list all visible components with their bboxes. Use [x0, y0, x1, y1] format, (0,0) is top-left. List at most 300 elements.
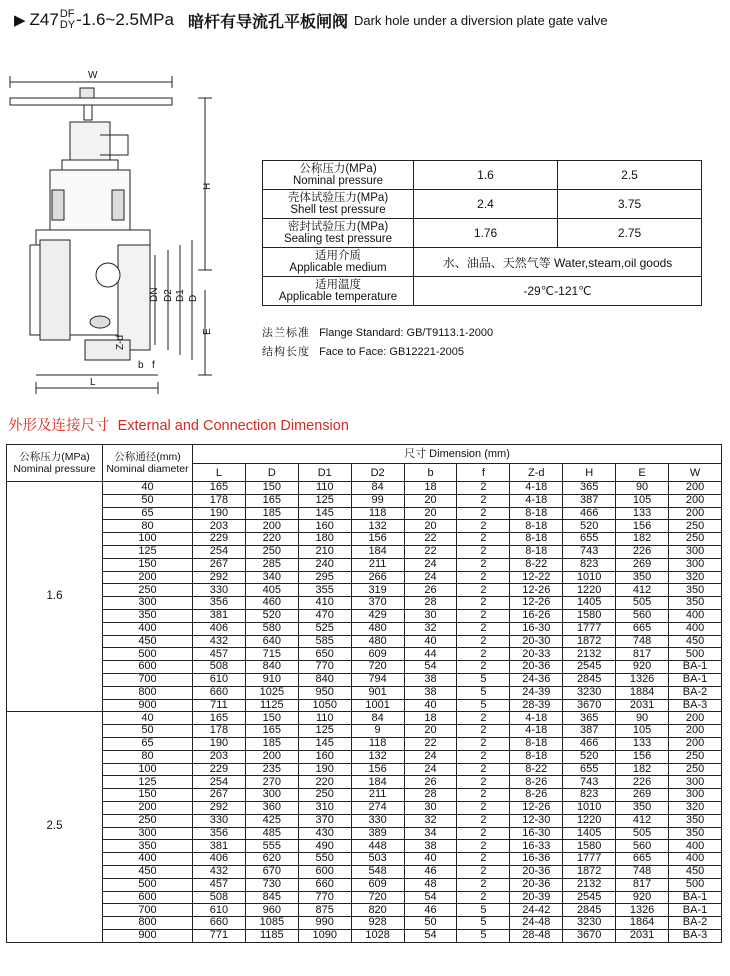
dimension-cell: 845 — [245, 891, 298, 904]
dimension-cell: 480 — [351, 622, 404, 635]
dimension-cell: 190 — [298, 763, 351, 776]
dimension-cell: 730 — [245, 878, 298, 891]
dimension-cell: 285 — [245, 558, 298, 571]
nominal-diameter-cell: 600 — [103, 891, 193, 904]
nominal-diameter-cell: 350 — [103, 840, 193, 853]
dimension-cell: 330 — [351, 814, 404, 827]
header-nominal-pressure: 公称压力(MPa) Nominal pressure — [7, 445, 103, 482]
dimension-cell: 1085 — [245, 917, 298, 930]
dimension-cell: 150 — [245, 482, 298, 495]
dimension-cell: 2 — [457, 737, 510, 750]
dimension-cell: 425 — [245, 814, 298, 827]
dimension-cell: 24 — [404, 763, 457, 776]
dimension-cell: 350 — [616, 801, 669, 814]
dimension-cell: 182 — [616, 533, 669, 546]
dimension-cell: 505 — [616, 597, 669, 610]
table-row — [7, 763, 722, 776]
table-row — [7, 929, 722, 942]
dimension-cell: 405 — [245, 584, 298, 597]
dimension-cell: 295 — [298, 571, 351, 584]
dimension-cell: 133 — [616, 737, 669, 750]
dimension-cell: 226 — [616, 545, 669, 558]
dimension-cell: 145 — [298, 737, 351, 750]
nominal-diameter-cell: 300 — [103, 827, 193, 840]
dimension-cell: 20-36 — [510, 661, 563, 674]
dimension-cell: 650 — [298, 648, 351, 661]
dimension-cell: 875 — [298, 904, 351, 917]
nominal-diameter-cell: 400 — [103, 853, 193, 866]
dimension-cell: 24-39 — [510, 686, 563, 699]
dimension-cell: 8-26 — [510, 789, 563, 802]
nominal-diameter-cell: 700 — [103, 904, 193, 917]
dimension-cell: 50 — [404, 917, 457, 930]
table-row — [7, 891, 722, 904]
dimension-cell: 2 — [457, 827, 510, 840]
dimension-cell: 40 — [404, 853, 457, 866]
dimension-cell: 450 — [669, 635, 722, 648]
dimension-cell: 300 — [669, 558, 722, 571]
label-H: H — [202, 182, 213, 190]
dimension-cell: 24 — [404, 571, 457, 584]
dimension-cell: 105 — [616, 494, 669, 507]
dimension-cell: 770 — [298, 661, 351, 674]
spec-row: 公称压力(MPa) Nominal pressure 1.6 2.5 — [263, 161, 702, 190]
dimension-cell: 2 — [457, 635, 510, 648]
model-code: Z47 DF DY -1.6~2.5MPa — [29, 8, 174, 31]
dimension-cell: 520 — [563, 750, 616, 763]
dimension-cell: 711 — [193, 699, 246, 712]
dimension-cell: 720 — [351, 891, 404, 904]
dimension-cell: 9 — [351, 725, 404, 738]
dimension-cell: 28-48 — [510, 929, 563, 942]
triangle-marker-icon: ▶ — [14, 12, 26, 29]
nominal-diameter-cell: 150 — [103, 789, 193, 802]
nominal-diameter-cell: 800 — [103, 686, 193, 699]
nominal-diameter-cell: 125 — [103, 545, 193, 558]
dimension-cell: 3670 — [563, 699, 616, 712]
dimension-cell: 794 — [351, 673, 404, 686]
dimension-table — [6, 444, 722, 943]
dimension-cell: 240 — [298, 558, 351, 571]
dimension-cell: 406 — [193, 622, 246, 635]
dimension-cell: 432 — [193, 865, 246, 878]
flange-standard: 法兰标准 Flange Standard: GB/T9113.1-2000 — [262, 327, 494, 339]
dimension-cell: 160 — [298, 520, 351, 533]
dimension-cell: 381 — [193, 840, 246, 853]
dimension-cell: 600 — [298, 865, 351, 878]
dimension-cell: 34 — [404, 827, 457, 840]
table-row — [7, 840, 722, 853]
dimension-cell: 500 — [669, 648, 722, 661]
dimension-cell: 2 — [457, 661, 510, 674]
dimension-cell: 46 — [404, 904, 457, 917]
dimension-cell: 16-33 — [510, 840, 563, 853]
dimension-cell: 5 — [457, 929, 510, 942]
dimension-cell: 610 — [193, 904, 246, 917]
nominal-diameter-cell: 700 — [103, 673, 193, 686]
dimension-cell: 26 — [404, 584, 457, 597]
nominal-diameter-cell: 250 — [103, 584, 193, 597]
dimension-cell: 105 — [616, 725, 669, 738]
dimension-cell: 960 — [245, 904, 298, 917]
dimension-cell: 267 — [193, 558, 246, 571]
dimension-cell: 5 — [457, 686, 510, 699]
dimension-cell: 220 — [245, 533, 298, 546]
dimension-cell: 448 — [351, 840, 404, 853]
label-Zd: Z-d — [115, 335, 126, 350]
nominal-diameter-cell: 200 — [103, 571, 193, 584]
dimension-cell: 2 — [457, 533, 510, 546]
dimension-cell: 320 — [669, 801, 722, 814]
dimension-cell: 2545 — [563, 661, 616, 674]
dimension-cell: 1326 — [616, 673, 669, 686]
dimension-cell: 429 — [351, 609, 404, 622]
nominal-diameter-cell: 600 — [103, 661, 193, 674]
dimension-cell: 748 — [616, 865, 669, 878]
dimension-cell: 505 — [616, 827, 669, 840]
dimension-cell: 84 — [351, 482, 404, 495]
dimension-cell: 670 — [245, 865, 298, 878]
dimension-cell: 16-36 — [510, 853, 563, 866]
dimension-cell: 2 — [457, 712, 510, 725]
dimension-cell: 2 — [457, 789, 510, 802]
dimension-cell: 503 — [351, 853, 404, 866]
dimension-cell: 560 — [616, 840, 669, 853]
dimension-cell: 8-18 — [510, 507, 563, 520]
dimension-cell: 20-36 — [510, 865, 563, 878]
label-D1: D1 — [175, 289, 186, 302]
dimension-cell: 823 — [563, 558, 616, 571]
product-name-en: Dark hole under a diversion plate gate valve — [353, 12, 608, 28]
dimension-cell: 20-36 — [510, 878, 563, 891]
dimension-cell: 30 — [404, 609, 457, 622]
dimension-cell: 2 — [457, 520, 510, 533]
dimension-cell: 609 — [351, 648, 404, 661]
dimension-cell: 480 — [351, 635, 404, 648]
spec-row: 适用介质 Applicable medium 水、油品、天然气等 Water,steam,oil goods — [263, 248, 702, 277]
dimension-cell: 90 — [616, 712, 669, 725]
spec-row: 适用温度 Applicable temperature -29℃-121℃ — [263, 277, 702, 306]
table-row — [7, 737, 722, 750]
dimension-cell: 8-22 — [510, 558, 563, 571]
table-row — [7, 789, 722, 802]
dimension-cell: 457 — [193, 648, 246, 661]
dimension-cell: 1050 — [298, 699, 351, 712]
dimension-cell: 2 — [457, 814, 510, 827]
dimension-cell: 250 — [245, 545, 298, 558]
dimension-cell: 24 — [404, 558, 457, 571]
dimension-cell: 300 — [669, 545, 722, 558]
dimension-cell: 90 — [616, 482, 669, 495]
dimension-cell: BA-1 — [669, 891, 722, 904]
dimension-cell: 330 — [193, 584, 246, 597]
dimension-cell: 4-18 — [510, 712, 563, 725]
dimension-cell: BA-1 — [669, 904, 722, 917]
dimension-cell: 360 — [245, 801, 298, 814]
column-header: D1 — [298, 464, 351, 482]
dimension-cell: 330 — [193, 814, 246, 827]
dimension-cell: 156 — [616, 750, 669, 763]
nominal-diameter-cell: 300 — [103, 597, 193, 610]
table-row — [7, 635, 722, 648]
dimension-cell: 292 — [193, 801, 246, 814]
spec-row: 密封试验压力(MPa) Sealing test pressure 1.76 2.75 — [263, 219, 702, 248]
dimension-cell: 1580 — [563, 609, 616, 622]
dimension-cell: 525 — [298, 622, 351, 635]
dimension-cell: 1025 — [245, 686, 298, 699]
dimension-cell: 12-22 — [510, 571, 563, 584]
dimension-cell: 2031 — [616, 699, 669, 712]
dimension-cell: 580 — [245, 622, 298, 635]
dimension-cell: 185 — [245, 507, 298, 520]
dimension-cell: 200 — [669, 507, 722, 520]
dimension-cell: 270 — [245, 776, 298, 789]
dimension-cell: 16-30 — [510, 622, 563, 635]
dimension-cell: 190 — [193, 737, 246, 750]
dimension-cell: 5 — [457, 917, 510, 930]
dimension-cell: 660 — [298, 878, 351, 891]
nominal-diameter-cell: 150 — [103, 558, 193, 571]
dimension-cell: 743 — [563, 776, 616, 789]
dimension-cell: 460 — [245, 597, 298, 610]
dimension-cell: 250 — [669, 750, 722, 763]
column-header: b — [404, 464, 457, 482]
pressure-cell: 1.6 — [7, 482, 103, 712]
dimension-cell: 28 — [404, 789, 457, 802]
dimension-cell: 20 — [404, 507, 457, 520]
dimension-cell: 250 — [298, 789, 351, 802]
dimension-cell: 609 — [351, 878, 404, 891]
dimension-cell: 620 — [245, 853, 298, 866]
dimension-cell: 156 — [351, 763, 404, 776]
nominal-diameter-cell: 80 — [103, 520, 193, 533]
dimension-cell: 770 — [298, 891, 351, 904]
dimension-cell: 54 — [404, 929, 457, 942]
dimension-cell: 4-18 — [510, 482, 563, 495]
dimension-cell: 310 — [298, 801, 351, 814]
nominal-diameter-cell: 50 — [103, 725, 193, 738]
dimension-cell: 555 — [245, 840, 298, 853]
dimension-cell: 950 — [298, 686, 351, 699]
dimension-cell: 2 — [457, 891, 510, 904]
dimension-cell: BA-1 — [669, 673, 722, 686]
product-name-cn: 暗杆有导流孔平板闸阀 — [187, 13, 348, 31]
dimension-cell: 160 — [298, 750, 351, 763]
nominal-diameter-cell: 900 — [103, 929, 193, 942]
dimension-cell: 1001 — [351, 699, 404, 712]
dimension-cell: 2 — [457, 878, 510, 891]
dimension-cell: 8-22 — [510, 763, 563, 776]
dimension-cell: 250 — [669, 533, 722, 546]
dimension-cell: 365 — [563, 712, 616, 725]
dimension-cell: 412 — [616, 584, 669, 597]
dimension-cell: 370 — [298, 814, 351, 827]
label-W: W — [88, 70, 98, 81]
dimension-cell: 22 — [404, 737, 457, 750]
dimension-cell: 400 — [669, 609, 722, 622]
dimension-cell: 3670 — [563, 929, 616, 942]
label-E: E — [202, 328, 213, 335]
label-L: L — [90, 377, 96, 388]
nominal-diameter-cell: 80 — [103, 750, 193, 763]
dimension-cell: 1220 — [563, 584, 616, 597]
dimension-cell: 165 — [193, 482, 246, 495]
dimension-cell: 8-18 — [510, 520, 563, 533]
dimension-cell: 226 — [616, 776, 669, 789]
dimension-cell: 12-30 — [510, 814, 563, 827]
dimension-cell: 2031 — [616, 929, 669, 942]
dimension-cell: 2 — [457, 840, 510, 853]
dimension-cell: 1872 — [563, 635, 616, 648]
dimension-cell: 20 — [404, 725, 457, 738]
dimension-cell: 640 — [245, 635, 298, 648]
dimension-cell: 26 — [404, 776, 457, 789]
dimension-cell: 655 — [563, 533, 616, 546]
table-row — [7, 622, 722, 635]
dimension-cell: 190 — [193, 507, 246, 520]
dimension-cell: 1580 — [563, 840, 616, 853]
dimension-cell: 2 — [457, 853, 510, 866]
dimension-cell: 156 — [616, 520, 669, 533]
nominal-diameter-cell: 40 — [103, 482, 193, 495]
dimension-cell: 2 — [457, 482, 510, 495]
dimension-cell: 1777 — [563, 853, 616, 866]
dimension-cell: 901 — [351, 686, 404, 699]
dimension-cell: 823 — [563, 789, 616, 802]
dimension-cell: 235 — [245, 763, 298, 776]
dimension-cell: 30 — [404, 801, 457, 814]
dimension-cell: 24 — [404, 750, 457, 763]
dimension-cell: 381 — [193, 609, 246, 622]
dimension-cell: 54 — [404, 891, 457, 904]
nominal-diameter-cell: 900 — [103, 699, 193, 712]
table-row — [7, 853, 722, 866]
dimension-cell: 150 — [245, 712, 298, 725]
dimension-cell: 548 — [351, 865, 404, 878]
dimension-cell: 229 — [193, 763, 246, 776]
dimension-cell: 250 — [669, 520, 722, 533]
dimension-cell: 2 — [457, 776, 510, 789]
dimension-cell: 211 — [351, 789, 404, 802]
dimension-cell: 412 — [616, 814, 669, 827]
dimension-cell: 22 — [404, 545, 457, 558]
dimension-cell: 12-26 — [510, 801, 563, 814]
dimension-cell: 300 — [669, 776, 722, 789]
dimension-cell: 356 — [193, 597, 246, 610]
table-row — [7, 558, 722, 571]
dimension-cell: 466 — [563, 737, 616, 750]
dimension-cell: 2 — [457, 545, 510, 558]
dimension-cell: 156 — [351, 533, 404, 546]
dimension-cell: 203 — [193, 520, 246, 533]
dimension-cell: 928 — [351, 917, 404, 930]
dimension-cell: 8-26 — [510, 776, 563, 789]
dimension-cell: 8-18 — [510, 750, 563, 763]
dimension-cell: 2545 — [563, 891, 616, 904]
nominal-diameter-cell: 40 — [103, 712, 193, 725]
dimension-cell: 5 — [457, 673, 510, 686]
dimension-cell: BA-3 — [669, 929, 722, 942]
table-row — [7, 917, 722, 930]
dimension-cell: 1090 — [298, 929, 351, 942]
dimension-cell: 2 — [457, 609, 510, 622]
dimension-cell: 8-18 — [510, 533, 563, 546]
dimension-cell: 350 — [669, 597, 722, 610]
column-header: W — [669, 464, 722, 482]
dimension-cell: 470 — [298, 609, 351, 622]
table-row — [7, 750, 722, 763]
dimension-cell: 400 — [669, 622, 722, 635]
dimension-cell: 110 — [298, 482, 351, 495]
dimension-cell: 16-26 — [510, 609, 563, 622]
dimension-cell: 660 — [193, 686, 246, 699]
dimension-cell: 300 — [669, 789, 722, 802]
dimension-cell: 16-30 — [510, 827, 563, 840]
dimension-cell: 1010 — [563, 801, 616, 814]
dimension-cell: 585 — [298, 635, 351, 648]
nominal-diameter-cell: 500 — [103, 878, 193, 891]
spec-row: 壳体试验压力(MPa) Shell test pressure 2.4 3.75 — [263, 190, 702, 219]
table-row — [7, 571, 722, 584]
dimension-cell: 356 — [193, 827, 246, 840]
dimension-cell: 12-26 — [510, 584, 563, 597]
dimension-cell: 1125 — [245, 699, 298, 712]
dimension-cell: 350 — [616, 571, 669, 584]
table-row — [7, 904, 722, 917]
dimension-cell: 132 — [351, 520, 404, 533]
dimension-cell: 840 — [245, 661, 298, 674]
dimension-cell: 350 — [669, 814, 722, 827]
dimension-cell: 269 — [616, 789, 669, 802]
dimension-cell: 24-48 — [510, 917, 563, 930]
dimension-cell: 32 — [404, 814, 457, 827]
product-title — [14, 6, 608, 34]
table-row — [7, 814, 722, 827]
dimension-cell: 406 — [193, 853, 246, 866]
dimension-cell: 320 — [669, 571, 722, 584]
dimension-cell: 920 — [616, 891, 669, 904]
dimension-cell: 466 — [563, 507, 616, 520]
dimension-cell: 2132 — [563, 648, 616, 661]
dimension-cell: 125 — [298, 725, 351, 738]
table-row — [7, 686, 722, 699]
dimension-cell: 38 — [404, 840, 457, 853]
dimension-cell: 655 — [563, 763, 616, 776]
dimension-cell: 2 — [457, 763, 510, 776]
dimension-cell: 432 — [193, 635, 246, 648]
dimension-cell: 200 — [669, 737, 722, 750]
dimension-cell: 4-18 — [510, 725, 563, 738]
dimension-cell: 400 — [669, 853, 722, 866]
label-D2: D2 — [163, 289, 174, 302]
section-title: 外形及连接尺寸 External and Connection Dimension — [8, 418, 349, 434]
dimension-cell: 182 — [616, 763, 669, 776]
dimension-cell: 715 — [245, 648, 298, 661]
dimension-cell: 185 — [245, 737, 298, 750]
dimension-cell: 20-39 — [510, 891, 563, 904]
dimension-cell: 32 — [404, 622, 457, 635]
dimension-cell: 22 — [404, 533, 457, 546]
dimension-cell: 520 — [563, 520, 616, 533]
dimension-cell: 2 — [457, 507, 510, 520]
table-row — [7, 661, 722, 674]
dimension-cell: 2 — [457, 865, 510, 878]
dimension-cell: 370 — [351, 597, 404, 610]
table-row — [7, 827, 722, 840]
dimension-cell: 2 — [457, 584, 510, 597]
face-to-face-standard: 结构长度 Face to Face: GB12221-2005 — [262, 346, 465, 358]
dimension-cell: 2 — [457, 494, 510, 507]
